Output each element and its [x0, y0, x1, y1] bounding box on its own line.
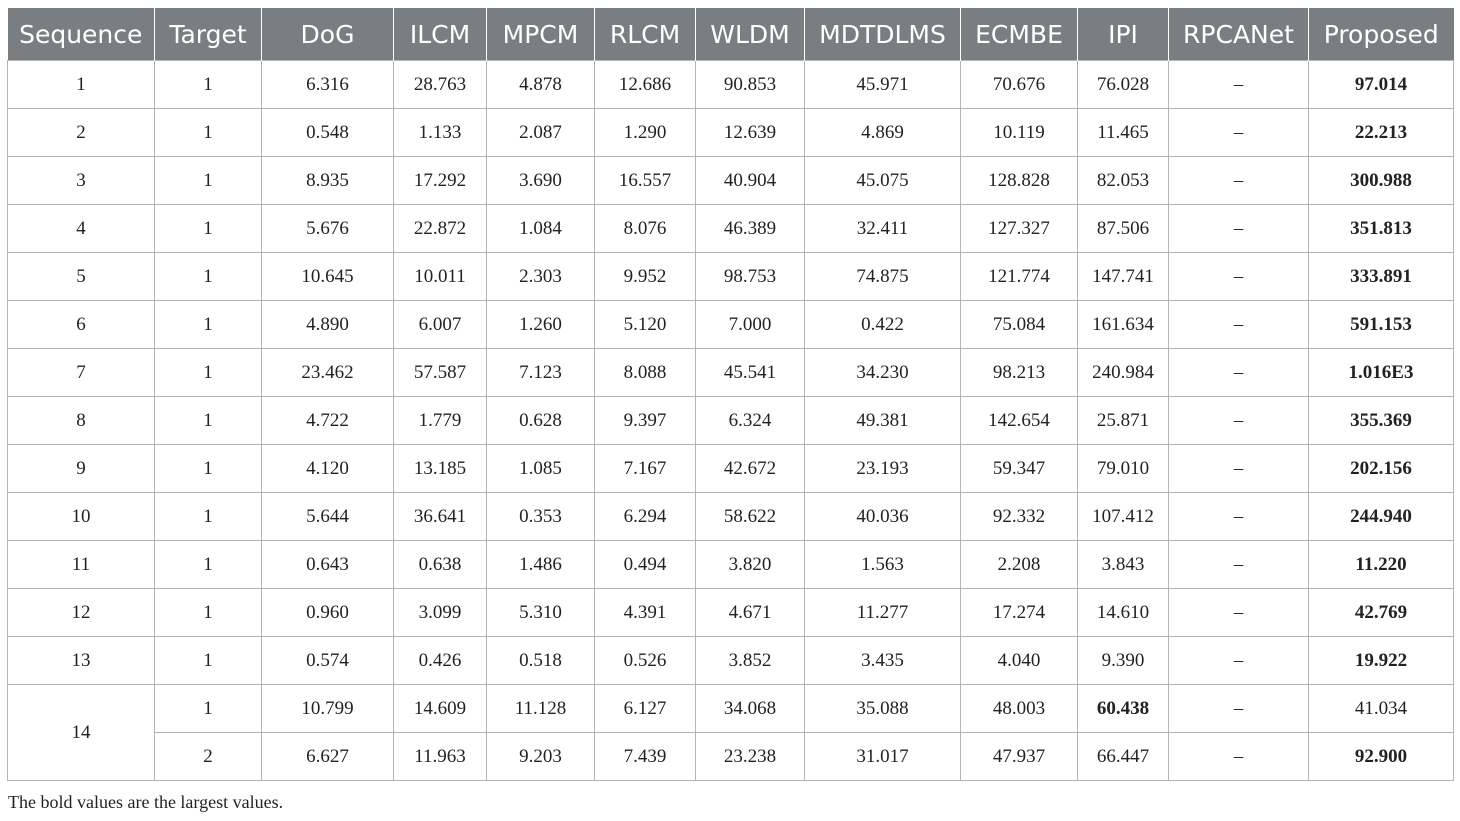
- value-cell-ipi: 25.871: [1078, 397, 1169, 445]
- table-row: [8, 445, 1454, 493]
- table-row: [8, 733, 1454, 781]
- value-cell-wldm: 34.068: [696, 685, 805, 733]
- value-cell-ipi: 147.741: [1078, 253, 1169, 301]
- value-cell-rpcanet: –: [1169, 349, 1309, 397]
- target-cell: 1: [155, 205, 262, 253]
- value-cell-ilcm: 36.641: [394, 493, 487, 541]
- value-cell-rlcm: 12.686: [595, 61, 696, 109]
- value-cell-rlcm: 4.391: [595, 589, 696, 637]
- value-cell-rlcm: 16.557: [595, 157, 696, 205]
- value-cell-ipi: 82.053: [1078, 157, 1169, 205]
- value-cell-dog: 6.627: [262, 733, 394, 781]
- value-cell-proposed: 333.891: [1309, 253, 1454, 301]
- value-cell-proposed: 19.922: [1309, 637, 1454, 685]
- results-table-container: [7, 8, 1453, 781]
- sequence-cell: 3: [8, 157, 155, 205]
- value-cell-mdtdlms: 1.563: [805, 541, 961, 589]
- value-cell-mpcm: 1.084: [487, 205, 595, 253]
- value-cell-rpcanet: –: [1169, 733, 1309, 781]
- value-cell-mpcm: 1.486: [487, 541, 595, 589]
- target-cell: 1: [155, 253, 262, 301]
- value-cell-ecmbe: 92.332: [961, 493, 1078, 541]
- column-header-sequence: Sequence: [8, 8, 155, 61]
- table-header-row: [8, 8, 1454, 61]
- value-cell-ecmbe: 48.003: [961, 685, 1078, 733]
- value-cell-dog: 5.644: [262, 493, 394, 541]
- table-row: [8, 685, 1454, 733]
- value-cell-proposed: 92.900: [1309, 733, 1454, 781]
- value-cell-ecmbe: 4.040: [961, 637, 1078, 685]
- value-cell-rlcm: 0.526: [595, 637, 696, 685]
- value-cell-ecmbe: 2.208: [961, 541, 1078, 589]
- target-cell: 1: [155, 349, 262, 397]
- value-cell-wldm: 4.671: [696, 589, 805, 637]
- value-cell-ecmbe: 17.274: [961, 589, 1078, 637]
- value-cell-rlcm: 5.120: [595, 301, 696, 349]
- value-cell-dog: 6.316: [262, 61, 394, 109]
- value-cell-ilcm: 1.779: [394, 397, 487, 445]
- table-row: [8, 301, 1454, 349]
- table-row: [8, 157, 1454, 205]
- value-cell-ipi: 14.610: [1078, 589, 1169, 637]
- target-cell: 1: [155, 493, 262, 541]
- value-cell-ilcm: 0.638: [394, 541, 487, 589]
- value-cell-rpcanet: –: [1169, 541, 1309, 589]
- column-header-ilcm: ILCM: [394, 8, 487, 61]
- table-footnote: The bold values are the largest values.: [8, 792, 284, 812]
- column-header-target: Target: [155, 8, 262, 61]
- value-cell-dog: 0.574: [262, 637, 394, 685]
- value-cell-ecmbe: 98.213: [961, 349, 1078, 397]
- target-cell: 2: [155, 733, 262, 781]
- value-cell-mdtdlms: 3.435: [805, 637, 961, 685]
- table-row: [8, 397, 1454, 445]
- target-cell: 1: [155, 685, 262, 733]
- value-cell-wldm: 40.904: [696, 157, 805, 205]
- value-cell-mpcm: 1.085: [487, 445, 595, 493]
- value-cell-ilcm: 28.763: [394, 61, 487, 109]
- value-cell-ipi: 66.447: [1078, 733, 1169, 781]
- target-cell: 1: [155, 445, 262, 493]
- table-body: [8, 61, 1454, 781]
- sequence-cell: 5: [8, 253, 155, 301]
- value-cell-proposed: 591.153: [1309, 301, 1454, 349]
- value-cell-dog: 4.120: [262, 445, 394, 493]
- sequence-cell: 13: [8, 637, 155, 685]
- value-cell-wldm: 23.238: [696, 733, 805, 781]
- value-cell-rlcm: 9.952: [595, 253, 696, 301]
- value-cell-rpcanet: –: [1169, 445, 1309, 493]
- value-cell-mpcm: 11.128: [487, 685, 595, 733]
- value-cell-mpcm: 0.518: [487, 637, 595, 685]
- value-cell-mdtdlms: 34.230: [805, 349, 961, 397]
- value-cell-proposed: 244.940: [1309, 493, 1454, 541]
- value-cell-rpcanet: –: [1169, 637, 1309, 685]
- value-cell-rlcm: 7.167: [595, 445, 696, 493]
- sequence-cell: 10: [8, 493, 155, 541]
- sequence-cell: 2: [8, 109, 155, 157]
- column-header-ecmbe: ECMBE: [961, 8, 1078, 61]
- value-cell-ipi: 79.010: [1078, 445, 1169, 493]
- value-cell-rlcm: 1.290: [595, 109, 696, 157]
- value-cell-ecmbe: 10.119: [961, 109, 1078, 157]
- value-cell-proposed: 300.988: [1309, 157, 1454, 205]
- value-cell-proposed: 22.213: [1309, 109, 1454, 157]
- value-cell-mdtdlms: 74.875: [805, 253, 961, 301]
- value-cell-mpcm: 2.087: [487, 109, 595, 157]
- value-cell-wldm: 42.672: [696, 445, 805, 493]
- value-cell-mpcm: 1.260: [487, 301, 595, 349]
- table-row: [8, 541, 1454, 589]
- value-cell-rpcanet: –: [1169, 397, 1309, 445]
- sequence-cell: 6: [8, 301, 155, 349]
- value-cell-dog: 5.676: [262, 205, 394, 253]
- value-cell-wldm: 7.000: [696, 301, 805, 349]
- table-row: [8, 61, 1454, 109]
- results-table: [7, 8, 1454, 781]
- value-cell-ecmbe: 127.327: [961, 205, 1078, 253]
- value-cell-ilcm: 17.292: [394, 157, 487, 205]
- value-cell-wldm: 12.639: [696, 109, 805, 157]
- column-header-dog: DoG: [262, 8, 394, 61]
- value-cell-mpcm: 7.123: [487, 349, 595, 397]
- value-cell-mpcm: 4.878: [487, 61, 595, 109]
- value-cell-rpcanet: –: [1169, 109, 1309, 157]
- sequence-cell: 7: [8, 349, 155, 397]
- value-cell-rlcm: 0.494: [595, 541, 696, 589]
- value-cell-ecmbe: 128.828: [961, 157, 1078, 205]
- value-cell-mdtdlms: 35.088: [805, 685, 961, 733]
- value-cell-mdtdlms: 45.075: [805, 157, 961, 205]
- value-cell-wldm: 3.820: [696, 541, 805, 589]
- target-cell: 1: [155, 589, 262, 637]
- value-cell-ecmbe: 47.937: [961, 733, 1078, 781]
- value-cell-proposed: 202.156: [1309, 445, 1454, 493]
- value-cell-dog: 0.548: [262, 109, 394, 157]
- value-cell-mdtdlms: 32.411: [805, 205, 961, 253]
- value-cell-ipi: 87.506: [1078, 205, 1169, 253]
- column-header-rpcanet: RPCANet: [1169, 8, 1309, 61]
- value-cell-dog: 10.645: [262, 253, 394, 301]
- value-cell-ecmbe: 75.084: [961, 301, 1078, 349]
- value-cell-ipi: 240.984: [1078, 349, 1169, 397]
- value-cell-rlcm: 8.088: [595, 349, 696, 397]
- value-cell-wldm: 90.853: [696, 61, 805, 109]
- value-cell-proposed: 42.769: [1309, 589, 1454, 637]
- target-cell: 1: [155, 157, 262, 205]
- value-cell-mpcm: 5.310: [487, 589, 595, 637]
- value-cell-mdtdlms: 23.193: [805, 445, 961, 493]
- value-cell-ipi: 3.843: [1078, 541, 1169, 589]
- value-cell-ilcm: 13.185: [394, 445, 487, 493]
- value-cell-proposed: 351.813: [1309, 205, 1454, 253]
- column-header-mdtdlms: MDTDLMS: [805, 8, 961, 61]
- value-cell-rlcm: 9.397: [595, 397, 696, 445]
- target-cell: 1: [155, 301, 262, 349]
- value-cell-dog: 4.722: [262, 397, 394, 445]
- value-cell-rpcanet: –: [1169, 157, 1309, 205]
- value-cell-dog: 0.960: [262, 589, 394, 637]
- value-cell-ecmbe: 142.654: [961, 397, 1078, 445]
- value-cell-dog: 0.643: [262, 541, 394, 589]
- value-cell-wldm: 3.852: [696, 637, 805, 685]
- table-row: [8, 349, 1454, 397]
- target-cell: 1: [155, 637, 262, 685]
- table-row: [8, 589, 1454, 637]
- value-cell-proposed: 41.034: [1309, 685, 1454, 733]
- value-cell-ilcm: 6.007: [394, 301, 487, 349]
- value-cell-wldm: 45.541: [696, 349, 805, 397]
- target-cell: 1: [155, 541, 262, 589]
- value-cell-dog: 8.935: [262, 157, 394, 205]
- target-cell: 1: [155, 61, 262, 109]
- value-cell-ilcm: 22.872: [394, 205, 487, 253]
- sequence-cell: 12: [8, 589, 155, 637]
- column-header-mpcm: MPCM: [487, 8, 595, 61]
- column-header-wldm: WLDM: [696, 8, 805, 61]
- table-row: [8, 637, 1454, 685]
- sequence-cell: 4: [8, 205, 155, 253]
- table-row: [8, 109, 1454, 157]
- value-cell-ilcm: 0.426: [394, 637, 487, 685]
- value-cell-mpcm: 2.303: [487, 253, 595, 301]
- sequence-cell: 9: [8, 445, 155, 493]
- value-cell-wldm: 6.324: [696, 397, 805, 445]
- table-row: [8, 493, 1454, 541]
- sequence-cell: 14: [8, 685, 155, 781]
- value-cell-mdtdlms: 45.971: [805, 61, 961, 109]
- value-cell-wldm: 98.753: [696, 253, 805, 301]
- value-cell-dog: 23.462: [262, 349, 394, 397]
- column-header-ipi: IPI: [1078, 8, 1169, 61]
- value-cell-rpcanet: –: [1169, 685, 1309, 733]
- value-cell-proposed: 11.220: [1309, 541, 1454, 589]
- value-cell-rpcanet: –: [1169, 253, 1309, 301]
- value-cell-mdtdlms: 31.017: [805, 733, 961, 781]
- value-cell-mpcm: 0.628: [487, 397, 595, 445]
- value-cell-ecmbe: 70.676: [961, 61, 1078, 109]
- sequence-cell: 8: [8, 397, 155, 445]
- value-cell-ipi: 11.465: [1078, 109, 1169, 157]
- value-cell-mpcm: 0.353: [487, 493, 595, 541]
- value-cell-ecmbe: 59.347: [961, 445, 1078, 493]
- value-cell-ipi: 60.438: [1078, 685, 1169, 733]
- value-cell-ilcm: 11.963: [394, 733, 487, 781]
- value-cell-dog: 10.799: [262, 685, 394, 733]
- value-cell-mpcm: 3.690: [487, 157, 595, 205]
- value-cell-rlcm: 8.076: [595, 205, 696, 253]
- value-cell-mpcm: 9.203: [487, 733, 595, 781]
- value-cell-rlcm: 6.127: [595, 685, 696, 733]
- value-cell-mdtdlms: 0.422: [805, 301, 961, 349]
- value-cell-rpcanet: –: [1169, 205, 1309, 253]
- value-cell-rpcanet: –: [1169, 589, 1309, 637]
- value-cell-mdtdlms: 4.869: [805, 109, 961, 157]
- value-cell-rpcanet: –: [1169, 493, 1309, 541]
- value-cell-ecmbe: 121.774: [961, 253, 1078, 301]
- value-cell-rpcanet: –: [1169, 61, 1309, 109]
- value-cell-mdtdlms: 40.036: [805, 493, 961, 541]
- column-header-rlcm: RLCM: [595, 8, 696, 61]
- value-cell-ipi: 9.390: [1078, 637, 1169, 685]
- value-cell-ipi: 107.412: [1078, 493, 1169, 541]
- value-cell-dog: 4.890: [262, 301, 394, 349]
- table-row: [8, 253, 1454, 301]
- value-cell-rpcanet: –: [1169, 301, 1309, 349]
- value-cell-ilcm: 3.099: [394, 589, 487, 637]
- value-cell-ilcm: 14.609: [394, 685, 487, 733]
- value-cell-proposed: 1.016E3: [1309, 349, 1454, 397]
- target-cell: 1: [155, 109, 262, 157]
- value-cell-ilcm: 57.587: [394, 349, 487, 397]
- target-cell: 1: [155, 397, 262, 445]
- value-cell-ipi: 76.028: [1078, 61, 1169, 109]
- value-cell-ilcm: 1.133: [394, 109, 487, 157]
- column-header-proposed: Proposed: [1309, 8, 1454, 61]
- sequence-cell: 11: [8, 541, 155, 589]
- value-cell-wldm: 58.622: [696, 493, 805, 541]
- value-cell-rlcm: 6.294: [595, 493, 696, 541]
- value-cell-proposed: 355.369: [1309, 397, 1454, 445]
- value-cell-proposed: 97.014: [1309, 61, 1454, 109]
- value-cell-wldm: 46.389: [696, 205, 805, 253]
- value-cell-ilcm: 10.011: [394, 253, 487, 301]
- table-row: [8, 205, 1454, 253]
- value-cell-mdtdlms: 49.381: [805, 397, 961, 445]
- value-cell-mdtdlms: 11.277: [805, 589, 961, 637]
- value-cell-ipi: 161.634: [1078, 301, 1169, 349]
- sequence-cell: 1: [8, 61, 155, 109]
- value-cell-rlcm: 7.439: [595, 733, 696, 781]
